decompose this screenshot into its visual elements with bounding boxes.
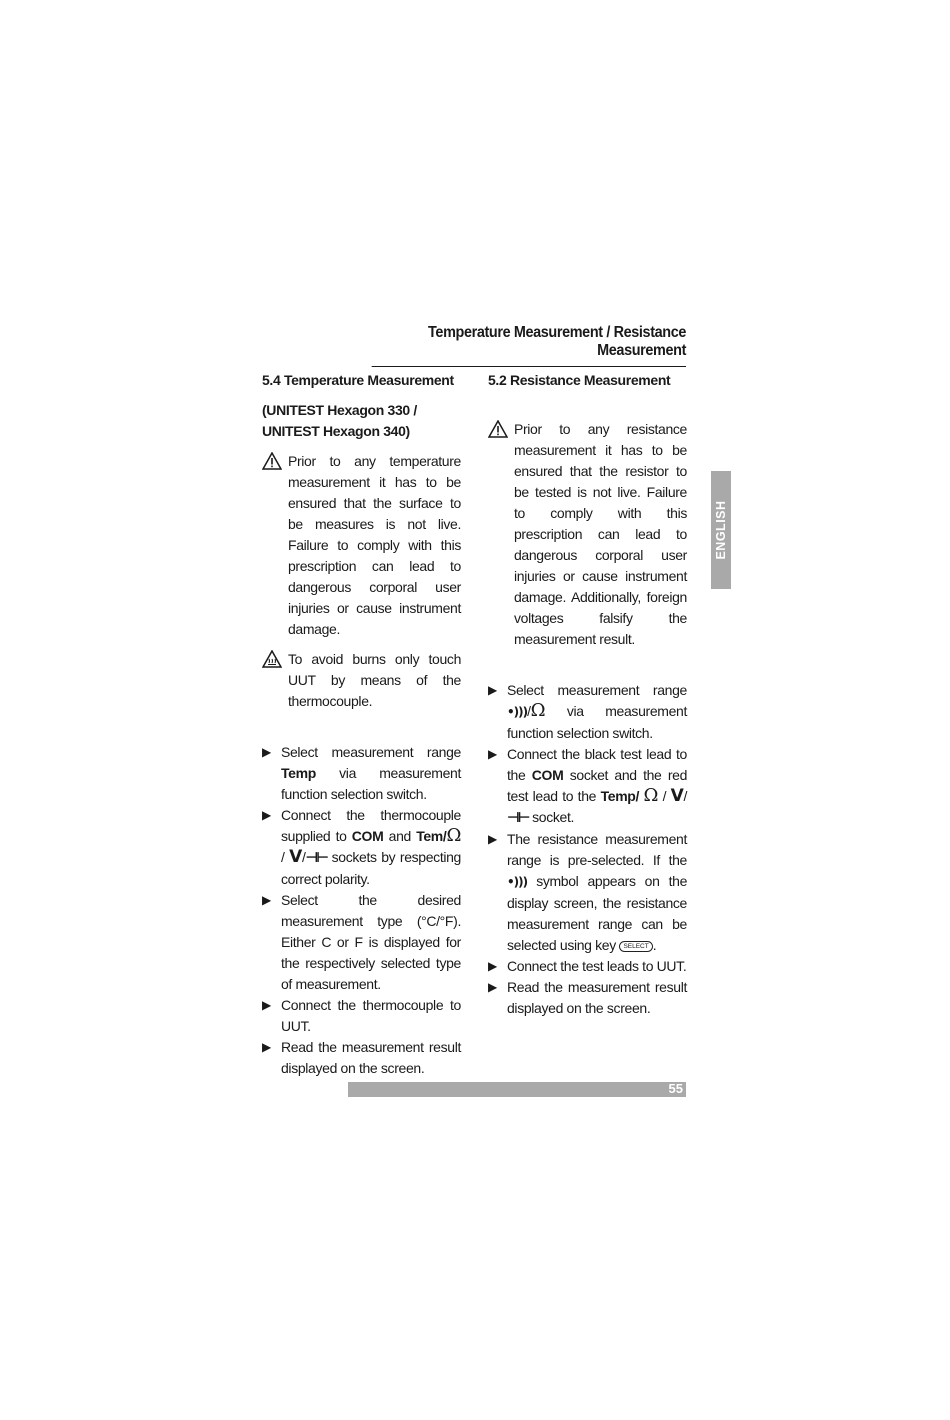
ohm-symbol: Ω [530,700,546,721]
arrow-bullet-icon: ▶ [488,683,497,697]
warning-burns [262,649,461,712]
warning-triangle-icon [488,420,508,438]
language-tab-label: ENGLISH [714,500,728,560]
model-subtitle-line1: (UNITEST Hexagon 330 / [262,402,417,418]
page-header [372,324,686,367]
warning-burns-text: To avoid burns only touch UUT by means of the thermocouple. [288,651,461,709]
com-socket-label: COM [351,828,384,844]
warning-triangle-icon [262,452,282,470]
arrow-bullet-icon: ▶ [262,1040,271,1054]
res-step-connect-leads: ▶ Connect the black test lead to the COM socket and the red test lead to the Temp/ Ω / V/⊣⊢ socket. [488,746,688,826]
res-step-connect-uut: ▶ Connect the test leads to UUT. [488,956,687,977]
capacitor-symbol: ⊣⊢ [507,810,529,826]
capacitor-symbol: ⊣⊢ [305,850,328,866]
temp-step-select-range: ▶ Select measurement range Temp via measurement function selection switch. [262,744,461,802]
arrow-bullet-icon: ▶ [488,980,497,994]
language-tab [711,471,731,589]
left-column [262,368,461,1079]
voltage-symbol: V [670,786,684,806]
continuity-sound-symbol: •))) [507,875,528,889]
arrow-bullet-icon: ▶ [262,745,271,759]
continuity-sound-symbol: •))) [507,705,528,719]
ohm-symbol: Ω [643,785,659,806]
arrow-bullet-icon: ▶ [488,832,497,846]
right-column [488,368,687,1019]
model-subtitle [262,400,461,442]
tem-socket-label: Tem/ [416,828,447,844]
ohm-symbol: Ω [446,825,462,846]
warning-live-surface [262,451,461,640]
res-step-select-range: ▶ Select measurement range •)))/Ω via measurement function selection switch. [488,682,687,741]
page-header-title: Temperature Measurement / Resistance Measurement [428,324,686,359]
warning-resistor-live [488,419,687,650]
arrow-bullet-icon: ▶ [262,808,271,822]
voltage-symbol: V [289,847,302,867]
temp-range-label: Temp [281,765,316,781]
com-socket-label: COM [531,767,564,783]
temp-step-connect-uut: ▶ Connect the thermocouple to UUT. [262,997,461,1034]
hot-surface-warning-icon [262,650,282,668]
res-step-read-result: ▶ Read the measurement result displayed on the screen. [488,979,687,1016]
arrow-bullet-icon: ▶ [262,893,271,907]
section-title-temperature: 5.4 Temperature Measurement [262,372,454,388]
temp-socket-label: Temp/ [600,788,640,804]
model-subtitle-line2: UNITEST Hexagon 340) [262,423,410,439]
page-number: 55 [668,1081,683,1096]
arrow-bullet-icon: ▶ [488,959,497,973]
temp-step-select-type: ▶ Select the desired measurement type (°C/°F). Either C or F is displayed for the respectively selected type of measurement. [262,892,461,992]
temp-step-read-result: ▶ Read the measurement result displayed on the screen. [262,1039,461,1076]
warning-resistor-live-text: Prior to any resistance measurement it has to be ensured that the resistor to be tested is not live. Failure to comply with this prescription can lead to dangerous corporal user injuries or cause instrument damage. Additionally, foreign voltages falsify the measurement result. [514,421,687,647]
section-title-resistance: 5.2 Resistance Measurement [488,372,671,388]
arrow-bullet-icon: ▶ [262,998,271,1012]
warning-live-surface-text: Prior to any temperature measurement it has to be ensured that the surface to be measures is not live. Failure to comply with this prescription can lead to dangerous corporal user injuries or cause instrument damage. [288,453,461,637]
arrow-bullet-icon: ▶ [488,747,497,761]
temp-step-connect-thermocouple: ▶ Connect the thermocouple supplied to COM and Tem/Ω / V/⊣⊢ sockets by respecting correct polarity. [262,807,462,887]
res-step-preselected: ▶ The resistance measurement range is pre-selected. If the •))) symbol appears on the display screen, the resistance measurement range can be selected using key SELECT . [488,831,688,953]
footer-bar [348,1082,686,1097]
select-key-icon: SELECT [619,941,652,952]
